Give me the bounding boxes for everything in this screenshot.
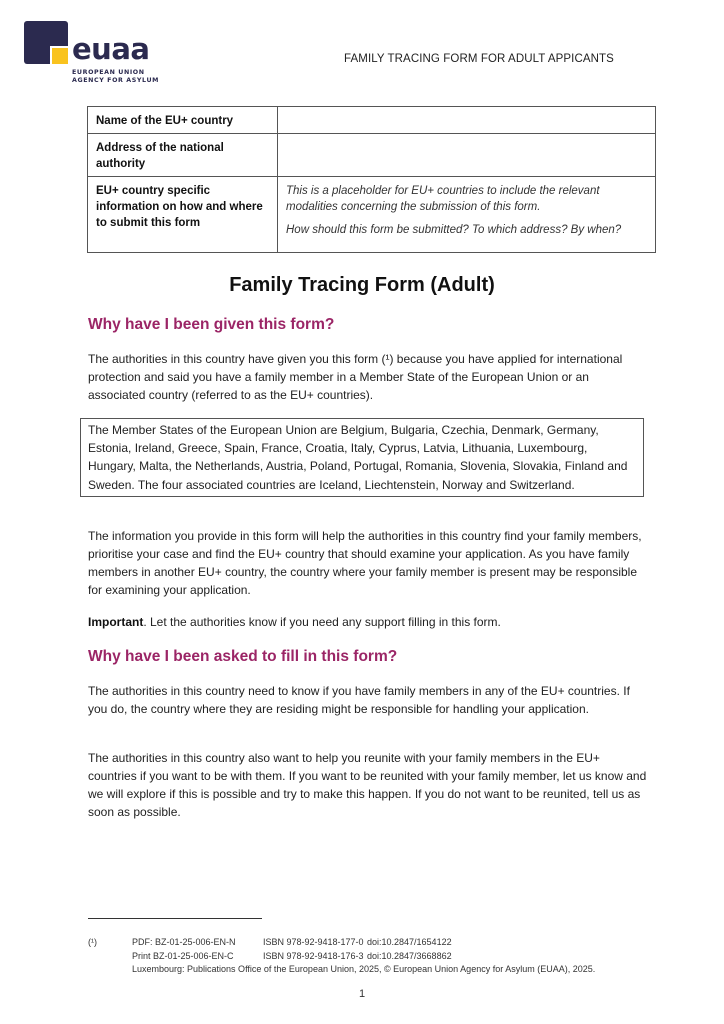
row-label: Name of the EU+ country [88,107,278,134]
placeholder-question: How should this form be submitted? To which address? By when? [286,224,622,236]
edition-code: PDF: BZ-01-25-006-EN-N [132,937,236,947]
running-header: FAMILY TRACING FORM FOR ADULT APPICANTS [344,53,614,65]
important-note [88,613,648,631]
logo-subtitle-line2: AGENCY FOR ASYLUM [72,77,160,84]
paragraph: The information you provide in this form will help the authorities in this country find your family members, prioritise your case and find the EU+ country that should examine your application. As you have family members in another EU+ country, the country where your family member is present may be responsible for examining your application. [88,529,642,597]
footnote-row [132,936,595,950]
table-row [88,134,656,177]
edition-code: Print BZ-01-25-006-EN-C [132,950,234,961]
footnote-divider [88,918,262,919]
country-name-field[interactable] [278,107,656,134]
table-row [88,177,656,253]
submission-info-cell [278,177,656,253]
doi: doi:10.2847/3668862 [367,950,452,961]
paragraph: The authorities in this country also want to help you reunite with your family members in the EU+ countries if you want to be with them. If you want to be reunited with your family member, let us know and we will explore if this is possible and try to make this happen. If you do not want to be reunited, tell us as soon as possible. [88,751,647,819]
logo-wordmark: euaa [72,32,150,66]
footnote [88,936,596,977]
placeholder-text: This is a placeholder for EU+ countries to include the relevant modalities concerning the submission of this form. [286,185,600,213]
row-label: Address of the national authority [88,134,278,177]
authority-address-field[interactable] [278,134,656,177]
paragraph: The authorities in this country need to know if you have family members in any of the EU+ countries. If you do, the country where they are residing might be responsible for handling your application. [88,684,630,716]
logo-subtitle-line1: EUROPEAN UNION [72,69,145,76]
isbn: ISBN 978-92-9418-176-3 [263,950,364,961]
row-label: EU+ country specific information on how and where to submit this form [88,177,278,253]
section-heading-why-given: Why have I been given this form? [88,316,335,333]
document-title: Family Tracing Form (Adult) [229,274,495,296]
section-heading-why-asked: Why have I been asked to fill in this form? [88,648,398,665]
table-row [88,107,656,134]
important-text: . Let the authorities know if you need any support filling in this form. [143,615,501,629]
isbn: ISBN 978-92-9418-177-0 [263,937,364,947]
publisher-line: Luxembourg: Publications Office of the European Union, 2025, © European Union Agency for Asylum (EUAA), 2025. [132,964,596,974]
authority-info-table [87,106,656,253]
footnote-mark: (¹) [88,937,97,947]
doi: doi:10.2847/1654122 [367,937,452,947]
member-states-box: The Member States of the European Union are Belgium, Bulgaria, Czechia, Denmark, Germany, Estonia, Ireland, Greece, Spain, France, Croatia, Italy, Cyprus, Latvia, Lithuania, Luxembourg, Hungary, Malta, the Netherlands, Austria, Poland, Portugal, Romania, Slovenia, Slovakia, Finland and Sweden. The four associated countries are Iceland, Liechtenstein, Norway and Switzerland. [80,418,644,497]
page-number: 1 [358,988,366,1000]
footnote-row [132,950,595,964]
logo-mark-yellow [52,48,68,64]
euaa-logo [24,21,164,87]
paragraph: The authorities in this country have given you this form (¹) because you have applied for international protection and said you have a family member in a Member State of the European Union or an associated country (referred to as the EU+ countries). [88,352,623,402]
important-label: Important [88,615,144,629]
